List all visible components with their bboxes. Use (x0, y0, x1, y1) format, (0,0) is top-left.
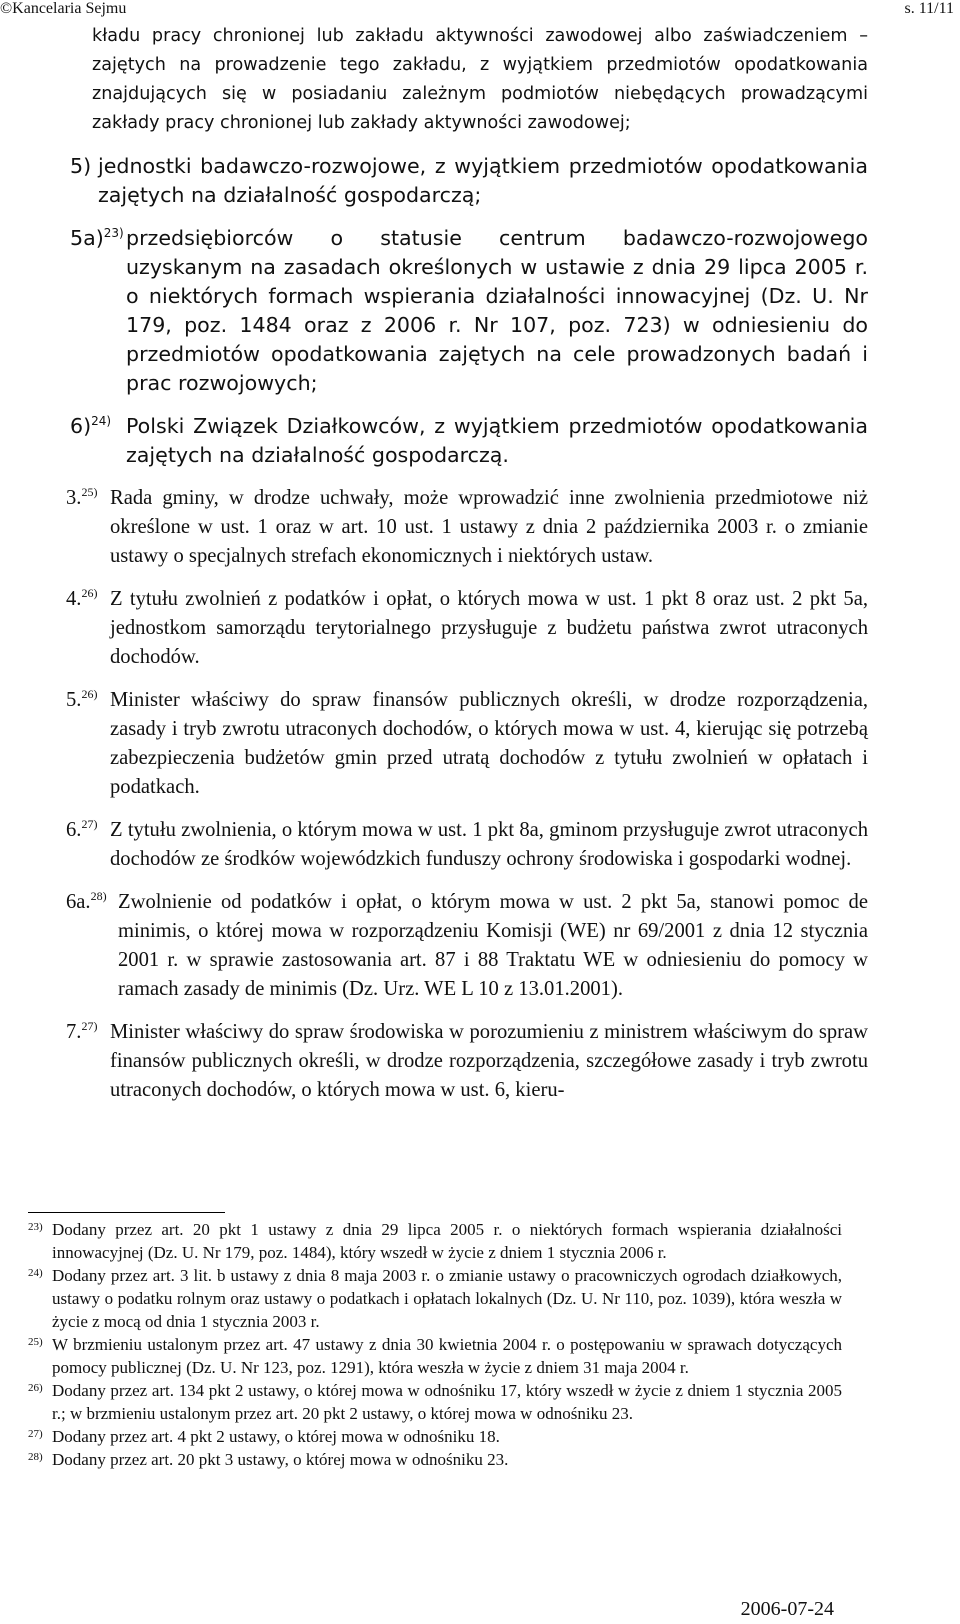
point-6 (70, 412, 868, 470)
footnote-text: Dodany przez art. 3 lit. b ustawy z dnia 8 maja 2003 r. o zmianie ustawy o pracowniczych ogrodach działkowych, ustawy o podatku rolnym oraz ustawy o podatkach i opłatach lokalnych (Dz. U. Nr 110, poz. 1039), która weszła w życie z mocą od dnia 1 stycznia 2003 r. (52, 1266, 842, 1331)
section-5-text: Minister właściwy do spraw finansów publicznych określi, w drodze rozporządzenia, zasady i tryb zwrotu utraconych dochodów, o których mowa w ust. 4, kierując się potrzebą zabezpieczenia budżetów gmin przed utratą dochodów z tytułu zwolnień w opłatach i podatkach. (110, 689, 868, 798)
footnote-number: 27) (28, 1428, 43, 1440)
footnote-number: 23) (28, 1221, 43, 1233)
section-3 (66, 484, 868, 571)
footnote-ref-28: 28) (90, 889, 107, 904)
footnotes-section (28, 1218, 842, 1471)
footnote-text: Dodany przez art. 4 pkt 2 ustawy, o której mowa w odnośniku 18. (52, 1427, 500, 1446)
section-3-text: Rada gminy, w drodze uchwały, może wprowadzić inne zwolnienia przedmiotowe niż określone w ust. 1 oraz w art. 10 ust. 1 ustawy z dnia 2 października 2003 r. o zmianie ustawy o specjalnych strefach ekonomicznych i niektórych ustaw. (110, 487, 868, 567)
footnote-25 (28, 1333, 842, 1379)
footnote-26 (28, 1379, 842, 1425)
point-5a-label: 5a) (70, 226, 104, 250)
section-7-number (66, 1018, 106, 1105)
footnote-24 (28, 1264, 842, 1333)
point-5a (70, 224, 868, 398)
document-body (66, 22, 868, 1119)
point-5a-number (70, 224, 124, 398)
section-3-label: 3. (66, 487, 82, 509)
section-7-label: 7. (66, 1021, 82, 1043)
footnote-ref-24: 24) (91, 414, 112, 429)
footnote-divider (28, 1212, 225, 1213)
footnote-23 (28, 1218, 842, 1264)
section-7 (66, 1018, 868, 1105)
point-5-text: jednostki badawczo-rozwojowe, z wyjątkiem przedmiotów opodatkowania zajętych na działalność gospodarczą; (98, 154, 868, 207)
footnote-text: Dodany przez art. 134 pkt 2 ustawy, o której mowa w odnośniku 17, który wszedł w życie z dniem 1 stycznia 2005 r.; w brzmieniu ustalonym przez art. 20 pkt 2 ustawy, o której mowa w odnośniku 23. (52, 1381, 842, 1423)
intro-paragraph: kładu pracy chronionej lub zakładu aktywności zawodowej albo zaświadczeniem – zajętych na prowadzenie tego zakładu, z wyjątkiem przedmiotów opodatkowania znajdujących się w posiadaniu zależnym podmiotów niebędących prowadzącymi zakłady pracy chronionej lub zakłady aktywności zawodowej; (92, 26, 868, 133)
point-5-number: 5) (70, 154, 92, 178)
section-6a-text: Zwolnienie od podatków i opłat, o którym mowa w ust. 2 pkt 5a, stanowi pomoc de minimis, o której mowa w rozporządzeniu Komisji (WE) nr 69/2001 z dnia 12 stycznia 2001 r. w sprawie zastosowania art. 87 i 88 Traktatu WE w odniesieniu do pomocy w ramach zasady de minimis (Dz. Urz. WE L 10 z 13.01.2001). (118, 891, 868, 1000)
point-6-number (70, 412, 118, 470)
footnote-ref-27b: 27) (81, 1019, 98, 1034)
footnote-ref-27a: 27) (81, 817, 98, 832)
section-4-text: Z tytułu zwolnień z podatków i opłat, o których mowa w ust. 1 pkt 8 oraz ust. 2 pkt 5a, jednostkom samorządu terytorialnego przysługuje z budżetu państwa zwrot utraconych dochodów. (110, 588, 868, 668)
document-date: 2006-07-24 (740, 1598, 834, 1620)
section-6-number (66, 816, 106, 874)
section-4 (66, 585, 868, 672)
section-4-number (66, 585, 106, 672)
footnote-number: 24) (28, 1267, 43, 1279)
footnote-ref-25: 25) (81, 485, 98, 500)
section-5 (66, 686, 868, 802)
footnote-ref-26b: 26) (81, 687, 98, 702)
footnote-28 (28, 1448, 842, 1471)
footnote-ref-23: 23) (103, 226, 124, 241)
section-3-number (66, 484, 106, 571)
footnote-ref-26a: 26) (81, 586, 98, 601)
section-6a-label: 6a. (66, 891, 91, 913)
section-5-number (66, 686, 106, 802)
section-7-text: Minister właściwy do spraw środowiska w porozumieniu z ministrem właściwym do spraw finansów publicznych określi, w drodze rozporządzenia, szczegółowe zasady i tryb zwrotu utraconych dochodów, o których mowa w ust. 6, kieru- (110, 1021, 868, 1101)
copyright-header: ©Kancelaria Sejmu (0, 0, 127, 17)
page-number: s. 11/11 (904, 0, 954, 17)
footnote-number: 25) (28, 1336, 43, 1348)
footnote-number: 28) (28, 1451, 43, 1463)
point-5a-text: przedsiębiorców o statusie centrum badawczo-rozwojowego uzyskanym na zasadach określonych w ustawie z dnia 29 lipca 2005 r. o niektórych formach wspierania działalności innowacyjnej (Dz. U. Nr 179, poz. 1484 oraz z 2006 r. Nr 107, poz. 723) w odniesieniu do przedmiotów opodatkowania zajętych na cele prowadzonych badań i prac rozwojowych; (126, 226, 868, 395)
footnote-text: Dodany przez art. 20 pkt 1 ustawy z dnia 29 lipca 2005 r. o niektórych formach wspierania działalności innowacyjnej (Dz. U. Nr 179, poz. 1484), który wszedł w życie z dniem 1 stycznia 2006 r. (52, 1220, 842, 1262)
section-6-text: Z tytułu zwolnienia, o którym mowa w ust. 1 pkt 8a, gminom przysługuje zwrot utraconych dochodów ze środków wojewódzkich funduszy ochrony środowiska i gospodarki wodnej. (110, 819, 868, 870)
section-6a (66, 888, 868, 1004)
point-5 (70, 152, 868, 210)
section-5-label: 5. (66, 689, 82, 711)
section-4-label: 4. (66, 588, 82, 610)
point-6-text: Polski Związek Działkowców, z wyjątkiem przedmiotów opodatkowania zajętych na działalność gospodarczą. (126, 414, 868, 467)
section-6a-number (66, 888, 114, 1004)
footnote-text: Dodany przez art. 20 pkt 3 ustawy, o której mowa w odnośniku 23. (52, 1450, 509, 1469)
footnote-27 (28, 1425, 842, 1448)
section-6 (66, 816, 868, 874)
section-6-label: 6. (66, 819, 82, 841)
point-6-label: 6) (70, 414, 92, 438)
footnote-text: W brzmieniu ustalonym przez art. 47 ustawy z dnia 30 kwietnia 2004 r. o postępowaniu w sprawach dotyczących pomocy publicznej (Dz. U. Nr 123, poz. 1291), która weszła w życie z dniem 31 maja 2004 r. (52, 1335, 842, 1377)
footnote-number: 26) (28, 1382, 43, 1394)
